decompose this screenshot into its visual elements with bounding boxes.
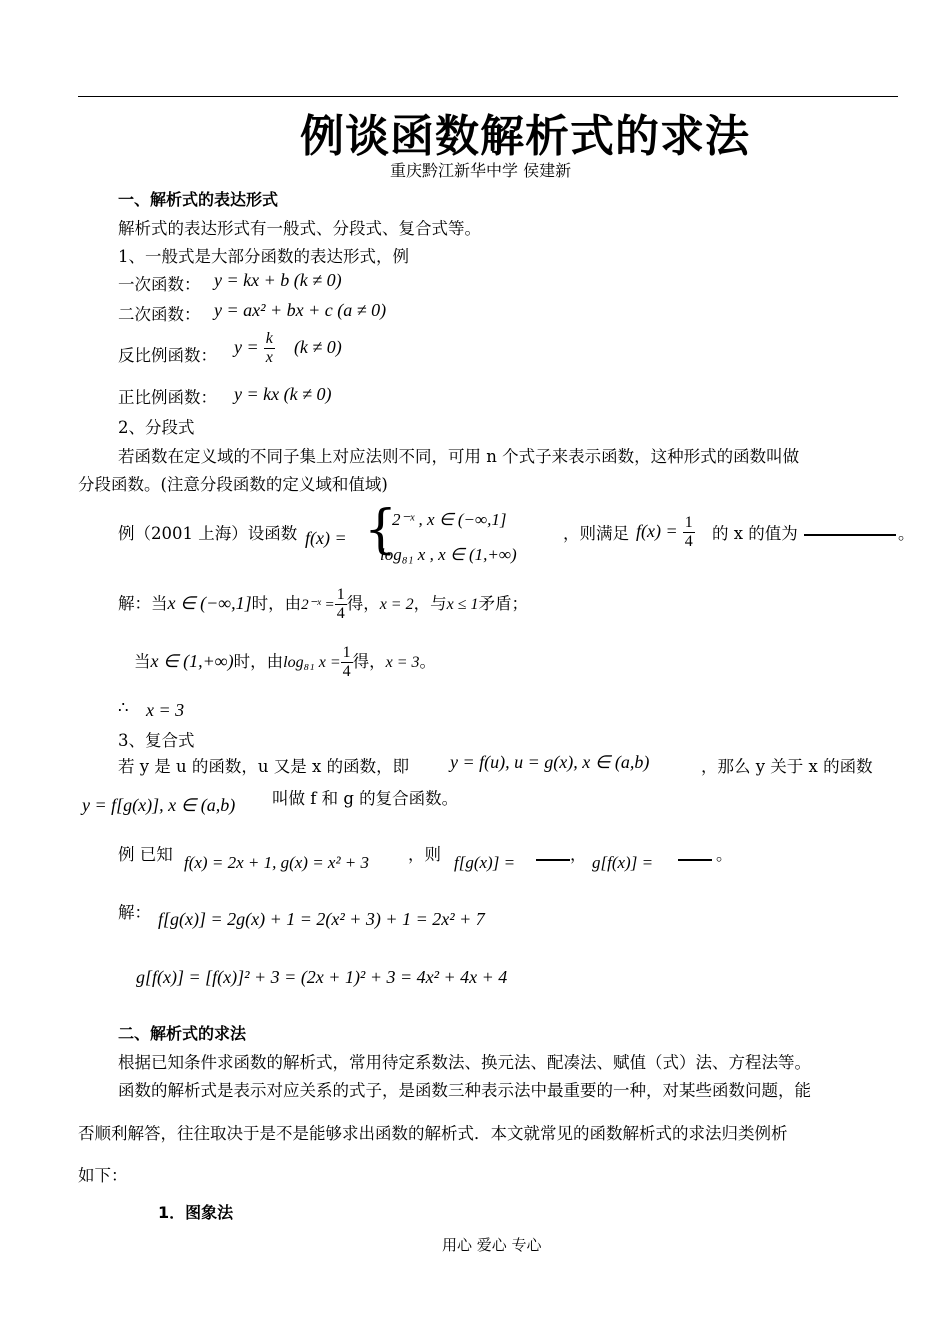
fraction-denominator: 4 [684,533,693,550]
direct-label: 正比例函数： [118,388,217,407]
one-quarter-fraction [335,586,347,623]
period: 。 [716,845,733,864]
fraction-numerator: k [265,330,273,347]
page-footer: 用心 爱心 专心 [442,1236,542,1254]
solution-1-line-2 [134,644,436,681]
example1-prefix: 例（2001 上海）设函数 [118,524,298,543]
math-expression: 2⁻ˣ = [301,597,335,613]
text-fragment: 时，由 [233,652,284,671]
direct-formula: y = kx (k ≠ 0) [234,384,332,404]
header-rule [78,96,898,97]
inverse-lhs: y = [234,337,259,357]
intro-text: 解析式的表达形式有一般式、分段式、复合式等。 [118,219,481,238]
period: 。 [898,524,915,543]
math-interval: x ∈ (−∞,1] [167,593,252,613]
quadratic-formula: y = ax² + bx + c (a ≠ 0) [214,300,387,320]
composite-formula-2: y = f[g(x)], x ∈ (a,b) [82,795,236,815]
solution-1-line-1 [118,586,528,623]
comma: ， [570,845,587,864]
inverse-label: 反比例函数： [118,346,217,365]
therefore-symbol: ∴ [118,698,129,717]
inverse-condition: (k ≠ 0) [293,337,342,357]
piecewise-brace: { [364,500,398,560]
one-quarter-fraction [341,644,353,681]
example2-question-1: f[g(x)] = [454,853,516,872]
fraction-numerator: 1 [336,586,345,603]
example1-condition [636,514,695,551]
composite-formula-1: y = f(u), u = g(x), x ∈ (a,b) [450,752,650,772]
section2-para-2-line-1: 函数的解析式是表示对应关系的式子，是函数三种表示法中最重要的一种，对某些函数问题，能 [118,1081,811,1100]
linear-formula: y = kx + b (k ≠ 0) [214,270,342,290]
solution-2-line-2: g[f(x)] = [f(x)]² + 3 = (2x + 1)² + 3 = 4x² + 4x + 4 [136,967,508,987]
text-fragment: 时，由 [251,594,302,613]
answer-dash-1 [536,846,570,865]
linear-label: 一次函数： [118,275,201,294]
solution-2-label: 解： [118,903,151,922]
math-result: x = 3 [385,654,420,671]
math-expression: log₈₁ x = [283,654,341,671]
example1-suffix: 的 x 的值为 [712,524,798,543]
item-3-text: 3、复合式 [118,731,195,750]
solution-label: 解：当 [118,594,168,613]
composite-desc-1: 若 y 是 u 的函数，u 又是 x 的函数，即 [118,757,410,776]
condition-lhs: f(x) = [636,521,678,541]
section-heading-1: 一、解析式的表达形式 [118,190,279,209]
answer-dash-2 [678,846,712,865]
section-heading-2: 二、解析式的求法 [118,1024,247,1043]
example1-mid: ，则满足 [563,524,629,543]
item-2-text: 2、分段式 [118,418,195,437]
inverse-formula [234,330,342,367]
composite-desc-3: 叫做 f 和 g 的复合函数。 [272,789,459,808]
piecewise-case-1: 2⁻ˣ , x ∈ (−∞,1] [392,510,507,529]
text-fragment: 得， [352,652,386,671]
piecewise-case-2: log₈₁ x , x ∈ (1,+∞) [380,545,517,564]
fraction-denominator: x [265,349,273,366]
math-result: x = 2 [379,596,414,613]
fraction-denominator: 4 [342,663,351,680]
piecewise-desc-2: 分段函数。(注意分段函数的定义域和值域) [78,475,388,494]
method-1-heading: 1．图象法 [158,1203,234,1222]
fraction-numerator: 1 [342,644,351,661]
fraction-denominator: 4 [336,605,345,622]
example2-prefix: 例 已知 [118,845,173,864]
item-1-text: 1、一般式是大部分函数的表达形式，例 [118,247,409,266]
text-fragment: 。 [419,652,437,671]
example2-given: f(x) = 2x + 1, g(x) = x² + 3 [184,853,370,872]
example1-f: f(x) = [305,528,347,548]
text-fragment: 得， [346,594,380,613]
author-line: 重庆黔江新华中学 侯建新 [390,161,572,180]
math-condition: x ≤ 1 [446,596,479,613]
text-fragment: 当 [134,652,151,671]
piecewise-desc-1: 若函数在定义域的不同子集上对应法则不同，可用 n 个式子来表示函数，这种形式的函数叫做 [118,447,800,466]
example2-then: ，则 [408,845,441,864]
math-interval: x ∈ (1,+∞) [150,651,234,671]
inverse-fraction [264,330,275,367]
one-quarter-fraction [683,514,695,551]
text-fragment: ，与 [413,594,447,613]
quadratic-label: 二次函数： [118,305,201,324]
answer-blank [804,520,896,540]
section2-para-2-line-2: 否顺利解答，往往取决于是不是能够求出函数的解析式．本文就常见的函数解析式的求法归类例析 [78,1124,788,1143]
fraction-numerator: 1 [684,514,693,531]
composite-desc-2: ，那么 y 关于 x 的函数 [701,757,873,776]
document-title: 例谈函数解析式的求法 [300,111,750,162]
example2-question-2: g[f(x)] = [592,853,654,872]
solution-2-line-1: f[g(x)] = 2g(x) + 1 = 2(x² + 3) + 1 = 2x² + 7 [158,909,485,929]
section2-para-2-line-3: 如下： [78,1166,128,1185]
text-fragment: 矛盾； [478,594,528,613]
therefore-value: x = 3 [146,700,185,720]
section2-para-1: 根据已知条件求函数的解析式，常用待定系数法、换元法、配凑法、赋值（式）法、方程法等。 [118,1053,811,1072]
